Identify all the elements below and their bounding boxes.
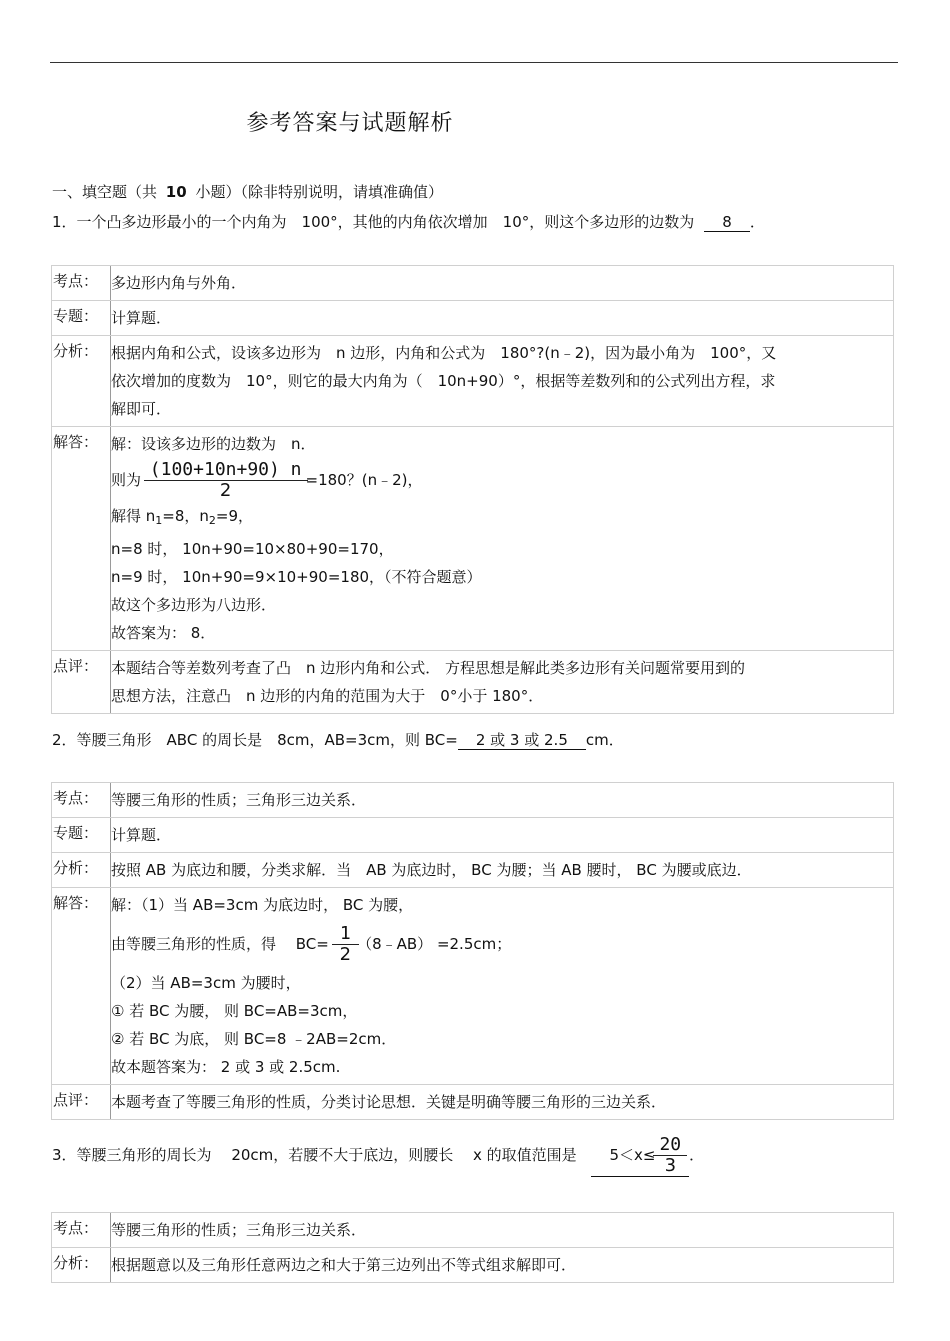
row-kaodian: 考点： 多边形内角与外角． xyxy=(51,265,894,300)
question-1: 1．一个凸多边形最小的一个内角为 100°，其他的内角依次增加 10°，则这个多边形的边数为 8 ． xyxy=(52,213,765,231)
solution-table-3 xyxy=(51,1212,894,1283)
row-fenxi: 分析： 根据内角和公式，设该多边形为 n 边形，内角和公式为 180°?(n﹣2)，因为最小角为 100°，又 依次增加的度数为 10°，则它的最大内角为（ 10n+90）°，根据等差数列和的公式列出方程，求 解即可． xyxy=(51,335,894,426)
page-title: 参考答案与试题解析 xyxy=(246,111,454,136)
solution-table-2 xyxy=(51,782,894,1120)
row-dianping: 点评： 本题考查了等腰三角形的性质，分类讨论思想．关键是明确等腰三角形的三边关系． xyxy=(51,1084,894,1120)
row-jieda: 解答： 解：（1）当 AB=3cm 为底边时， BC 为腰， 由等腰三角形的性质，得 BC= $\frac{1}{2}$ （8﹣AB） =2.5cm； （2）当 AB=3cm 为腰时， ① 若 BC 为腰， 则 BC=AB=3cm， ② 若 BC 为底， 则 BC=8 ﹣2AB=2cm． 故本题答案为： 2 或 3 或 2.5cm. xyxy=(51,887,894,1084)
answer-blank: 5＜x≤ $\frac{20}{3}$ xyxy=(591,1135,689,1177)
row-kaodian: 考点： 等腰三角形的性质；三角形三边关系． xyxy=(51,782,894,817)
row-jieda: 解答： 解：设该多边形的边数为 n． 则为 $\frac{(100+10n+90) n}{2}$ =180？(n﹣2)， 解得 $n_1=8$，$n_2=9$， n=8 时， 10n+90=10×80+90=170， n=9 时， 10n+90=9×10+90=180，（不符合题意） 故这个多边形为八边形． 故答案为： 8． xyxy=(51,426,894,650)
section-heading: 一、填空题（共 10 小题）（除非特别说明，请填准确值） xyxy=(52,183,443,201)
row-zhuanti: 专题： 计算题． xyxy=(51,817,894,852)
header-rule xyxy=(50,62,898,63)
row-dianping: 点评： 本题结合等差数列考查了凸 n 边形内角和公式． 方程思想是解此类多边形有关问题常要用到的 思想方法，注意凸 n 边形的内角的范围为大于 0°小于 180°． xyxy=(51,650,894,714)
row-zhuanti: 专题： 计算题． xyxy=(51,300,894,335)
question-3: 3．等腰三角形的周长为 20cm，若腰不大于底边，则腰长 x 的取值范围是 5＜x≤ $\frac{20}{3}$ ． xyxy=(52,1134,705,1176)
fraction: $\frac{20}{3}$ xyxy=(657,1135,683,1176)
row-fenxi: 分析： 根据题意以及三角形任意两边之和大于第三边列出不等式组求解即可． xyxy=(51,1247,894,1283)
solution-table-1 xyxy=(51,265,894,714)
answer-blank: 8 xyxy=(704,213,750,232)
question-2: 2．等腰三角形 ABC 的周长是 8cm，AB=3cm，则 BC= 2 或 3 或 2.5 cm． xyxy=(52,731,624,749)
row-kaodian: 考点： 等腰三角形的性质；三角形三边关系． xyxy=(51,1212,894,1247)
fraction: $\frac{1}{2}$ xyxy=(336,924,355,965)
row-fenxi: 分析： 按照 AB 为底边和腰，分类求解．当 AB 为底边时， BC 为腰；当 AB 腰时， BC 为腰或底边． xyxy=(51,852,894,887)
fraction: $\frac{(100+10n+90) n}{2}$ xyxy=(148,460,304,501)
answer-blank: 2 或 3 或 2.5 xyxy=(458,731,586,750)
